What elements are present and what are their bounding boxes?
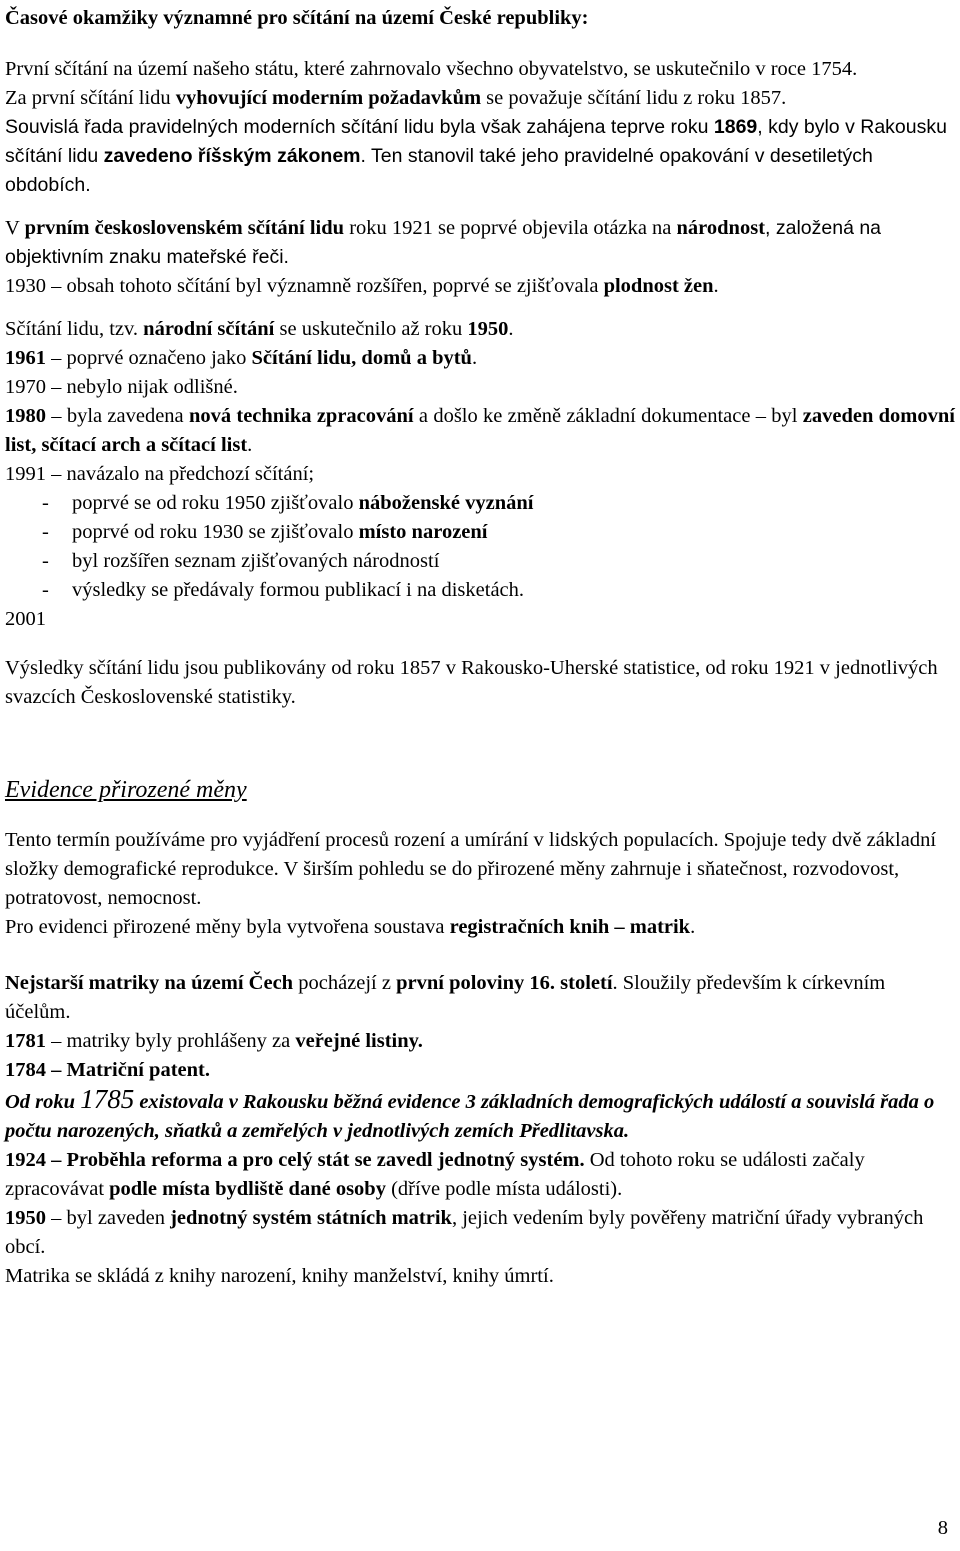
text: se uskutečnilo až roku: [274, 318, 468, 340]
heading: Časové okamžiky významné pro sčítání na území České republiky:: [5, 7, 589, 29]
text: Od tohoto roku se události začaly zpracovávat: [5, 1149, 865, 1200]
paragraph-1924: [5, 1146, 955, 1204]
text: pocházejí z: [293, 972, 397, 994]
bold-text: vyhovující moderním požadavkům: [175, 87, 482, 109]
bold-text: národní sčítání: [143, 318, 275, 340]
bold-text: místo narození: [358, 521, 488, 543]
document-page: [5, 4, 955, 1291]
paragraph-1991: 1991 – navázalo na předchozí sčítání;: [5, 463, 315, 485]
text: – poprvé označeno jako: [46, 347, 252, 369]
spacer: [5, 712, 955, 774]
bold-text: 1924 – Proběhla reforma a pro celý stát se zavedl jednotný systém.: [5, 1149, 585, 1171]
text: Za první sčítání lidu: [5, 87, 176, 109]
spacer: [5, 33, 955, 47]
text: se poprvé objevila otázka na: [432, 217, 677, 239]
text: Od roku: [5, 1091, 81, 1113]
paragraph-1857: [5, 84, 955, 113]
paragraph-1980: [5, 402, 955, 460]
bold-text: registračních knih – matrik: [449, 916, 691, 938]
text: Sčítání lidu, tzv.: [5, 318, 144, 340]
text: . Sloužily především k církevním účelům.: [5, 972, 886, 1023]
paragraph-1930: [5, 272, 955, 301]
bold-text: jednotný systém státních matrik: [170, 1207, 452, 1229]
text: – matriky byly prohlášeny za: [46, 1030, 296, 1052]
paragraph-evidence: [5, 913, 955, 942]
paragraph-1784: 1784 – Matriční patent.: [5, 1059, 210, 1081]
text: se považuje sčítání lidu z roku 1857.: [481, 87, 787, 109]
text: – obsah tohoto sčítání byl významně rozšířen, poprvé se zjišťovala: [46, 275, 604, 297]
bold-text: zavedeno říšským zákonem: [103, 145, 361, 167]
bold-text: podle místa bydliště dané osoby: [109, 1178, 386, 1200]
spacer: [5, 634, 955, 654]
paragraph-1970: 1970 – nebylo nijak odlišné.: [5, 376, 238, 398]
list-item: [42, 489, 955, 518]
section-title: Evidence přirozené měny: [5, 777, 247, 803]
list-1991: [5, 489, 955, 605]
text: , jejich vedením byly pověřeny matriční úřady vybraných obcí.: [5, 1207, 924, 1258]
text: poprvé od roku 1930 se zjišťovalo: [72, 521, 359, 543]
bold-text: 1950: [5, 1207, 46, 1229]
text: a došlo ke změně základní dokumentace – byl: [413, 405, 803, 427]
bold-text: Nejstarší matriky na území Čech: [5, 972, 294, 994]
bold-text: 1980: [5, 405, 46, 427]
list-item: [42, 576, 955, 605]
bold-text: 1950: [467, 318, 509, 340]
bold-text: veřejné listiny.: [295, 1030, 423, 1052]
text: – byl zaveden: [46, 1207, 171, 1229]
list-item: [42, 547, 955, 576]
paragraph-oldest: [5, 969, 955, 1027]
bold-text: první poloviny 16. století: [396, 972, 613, 994]
bold-text: náboženské vyznání: [358, 492, 534, 514]
paragraph-matrika: Matrika se skládá z knihy narození, knihy manželství, knihy úmrtí.: [5, 1265, 554, 1287]
text: Pro evidenci přirozené měny byla vytvořena soustava: [5, 916, 450, 938]
paragraph-first-census: První sčítání na území našeho státu, které zahrnovalo všechno obyvatelstvo, se uskutečnilo v roce 1754.: [5, 58, 858, 80]
paragraph-1961: [5, 344, 955, 373]
spacer: [5, 200, 955, 214]
text: .: [690, 916, 696, 938]
bold-text: 1961: [5, 347, 46, 369]
paragraph-results: Výsledky sčítání lidu jsou publikovány od roku 1857 v Rakousko-Uherské statistice, od roku 1921 v jednotlivých svazcích Československé statistiky.: [5, 657, 938, 708]
paragraph-1785: [5, 1085, 955, 1146]
spacer: [5, 806, 955, 826]
bold-text: národnost: [676, 217, 766, 239]
year-1785: 1785: [80, 1084, 135, 1114]
bold-text: Sčítání lidu, domů a bytů: [251, 347, 472, 369]
list-item: [42, 518, 955, 547]
text: – byla zavedena: [46, 405, 189, 427]
paragraph-1950: [5, 315, 955, 344]
text: .: [471, 347, 478, 369]
paragraph-2001: 2001: [5, 608, 46, 630]
text: poprvé se od roku 1950 zjišťovalo: [72, 492, 359, 514]
paragraph-1921: [5, 214, 955, 272]
bold-text: prvním československém sčítání lidu: [24, 217, 345, 239]
text: existovala v Rakousku běžná evidence 3 základních demografických událostí a souvislá řada o počtu narozených, sňatků a zemřelých v jednotlivých zemích Předlitavska.: [5, 1091, 935, 1142]
bold-text: 1869: [713, 116, 758, 138]
text: , založená na objektivním znaku mateřské řeči.: [5, 217, 882, 268]
text: V: [5, 217, 25, 239]
text: , kdy bylo v Rakousku sčítání lidu: [5, 116, 947, 167]
bold-text: zaveden domovní list, sčítací arch a sčítací list: [5, 405, 955, 456]
text: 1930: [5, 275, 46, 297]
paragraph-1781: [5, 1027, 955, 1056]
spacer: [5, 942, 955, 969]
bold-text: 1781: [5, 1030, 46, 1052]
text: .: [508, 318, 514, 340]
paragraph-1869: [5, 113, 955, 200]
text: .: [247, 434, 253, 456]
text: byl rozšířen seznam zjišťovaných národností: [72, 550, 440, 572]
text: . Ten stanovil také jeho pravidelné opakování v desetiletých obdobích.: [5, 145, 873, 196]
paragraph-1950b: [5, 1204, 955, 1262]
text: roku: [344, 217, 392, 239]
spacer: [5, 301, 955, 315]
bold-text: plodnost žen: [603, 275, 714, 297]
paragraph-term: Tento termín používáme pro vyjádření procesů rození a umírání v lidských populacích. Spojuje tedy dvě základní složky demografické reprodukce. V širším pohledu se do přirozené měny zahrnuje i sňatečnost, rozvodovost, potratovost, nemocnost.: [5, 829, 937, 909]
bold-text: nová technika zpracování: [188, 405, 414, 427]
page-number: 8: [937, 1517, 948, 1539]
text: .: [713, 275, 719, 297]
text: (dříve podle místa události).: [385, 1178, 623, 1200]
text: Souvislá řada pravidelných moderních sčítání lidu byla však zahájena teprve roku: [5, 116, 714, 138]
text: výsledky se předávaly formou publikací i na disketách.: [72, 579, 525, 601]
text: 1921: [391, 217, 433, 239]
